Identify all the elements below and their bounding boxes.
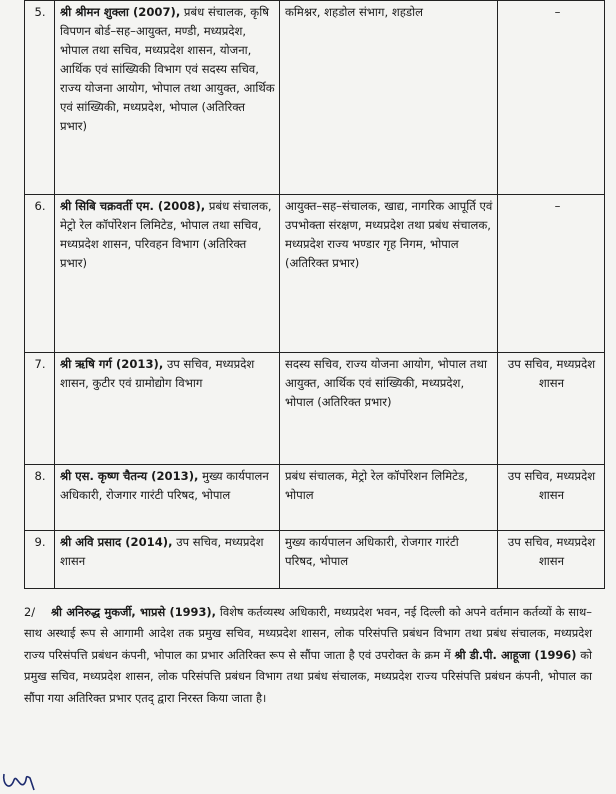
row-number: 9. xyxy=(25,531,55,589)
transfer-table xyxy=(24,0,605,589)
table-row xyxy=(25,531,605,589)
table-row xyxy=(25,353,605,465)
new-post: आयुक्त–सह–संचालक, खाद्य, नागरिक आपूर्ति एवं उपभोक्ता संरक्षण, मध्यप्रदेश तथा प्रबंध संचालक, मध्यप्रदेश राज्य भण्डार गृह निगम, भोपाल (अतिरिक्त प्रभार) xyxy=(280,195,498,353)
officer-name: श्री सिबि चक्रवर्ती एम. (2008), xyxy=(60,199,206,213)
table-row xyxy=(25,465,605,531)
current-post: प्रबंध संचालक, कृषि विपणन बोर्ड–सह–आयुक्त, मण्डी, मध्यप्रदेश, भोपाल तथा सचिव, मध्यप्रदेश शासन, योजना, आर्थिक एवं सांख्यिकी विभाग एवं सदस्य सचिव, राज्य योजना आयोग, भोपाल तथा आयुक्त, आर्थिक एवं सांख्यिकी, मध्यप्रदेश, भोपाल (अतिरिक्त प्रभार) xyxy=(60,5,275,133)
row-number: 8. xyxy=(25,465,55,531)
officer-cell xyxy=(55,465,280,531)
new-post: मुख्य कार्यपालन अधिकारी, रोजगार गारंटी परिषद, भोपाल xyxy=(280,531,498,589)
additional-charge xyxy=(498,1,605,195)
officer-cell xyxy=(55,195,280,353)
row-number: 6. xyxy=(25,195,55,353)
additional-charge: उप सचिव, मध्यप्रदेश शासन xyxy=(498,531,605,589)
officer-name: श्री एस. कृष्ण चैतन्य (2013), xyxy=(60,469,199,483)
current-post: प्रबंध संचालक, मेट्रो रेल कॉर्पोरेशन लिमिटेड, भोपाल तथा सचिव, मध्यप्रदेश शासन, परिवहन विभाग (अतिरिक्त प्रभार) xyxy=(60,199,272,270)
table-row xyxy=(25,195,605,353)
additional-charge: उप सचिव, मध्यप्रदेश शासन xyxy=(498,353,605,465)
row-number: 7. xyxy=(25,353,55,465)
officer-cell xyxy=(55,353,280,465)
officer-name: श्री अनिरुद्ध मुकर्जी, भाप्रसे (1993), xyxy=(50,605,216,619)
additional-charge: उप सचिव, मध्यप्रदेश शासन xyxy=(498,465,605,531)
current-post: उप सचिव, मध्यप्रदेश शासन, कुटीर एवं ग्रामोद्योग विभाग xyxy=(60,357,255,390)
paragraph-number: 2/ xyxy=(24,605,36,619)
additional-charge xyxy=(498,195,605,353)
officer-cell xyxy=(55,531,280,589)
officer-name: श्री अवि प्रसाद (2014), xyxy=(60,535,173,549)
officer-name: श्री ऋषि गर्ग (2013), xyxy=(60,357,164,371)
row-number: 5. xyxy=(25,1,55,195)
table-row xyxy=(25,1,605,195)
new-post: सदस्य सचिव, राज्य योजना आयोग, भोपाल तथा आयुक्त, आर्थिक एवं सांख्यिकी, मध्यप्रदेश, भोपाल (अतिरिक्त प्रभार) xyxy=(280,353,498,465)
additional-charge-text: – xyxy=(554,5,561,19)
officer-name: श्री डी.पी. आहूजा (1996) xyxy=(454,647,577,662)
order-paragraph xyxy=(24,602,592,709)
new-post: प्रबंध संचालक, मेट्रो रेल कॉर्पोरेशन लिमिटेड, भोपाल xyxy=(280,465,498,531)
initials-signature xyxy=(0,770,40,794)
paragraph-text: विशेष कर्तव्यस्थ अधिकारी, मध्यप्रदेश भवन, नई दिल्ली को अपने वर्तमान कर्तव्यों के साथ–साथ अस्थाई रूप से आगामी आदेश तक प्रमुख सचिव, मध्यप्रदेश शासन, लोक परिसंपत्ति प्रबंधन विभाग तथा प्रबंध संचालक, मध्यप्रदेश राज्य परिसंपत्ति प्रबंधन कंपनी, भोपाल का प्रभार अतिरिक्त रूप से सौंपा जाता है एवं उपरोक्त के क्रम में xyxy=(24,605,593,662)
new-post: कमिश्नर, शहडोल संभाग, शहडोल xyxy=(280,1,498,195)
officer-cell xyxy=(55,1,280,195)
current-post: उप सचिव, मध्यप्रदेश शासन xyxy=(60,535,264,568)
officer-name: श्री श्रीमन शुक्ला (2007), xyxy=(60,5,181,19)
additional-charge-text: – xyxy=(554,199,561,213)
current-post: मुख्य कार्यपालन अधिकारी, रोजगार गारंटी परिषद, भोपाल xyxy=(60,469,269,502)
paragraph-text: को प्रमुख सचिव, मध्यप्रदेश शासन, लोक परिसंपत्ति प्रबंधन विभाग तथा प्रबंध संचालक, मध्यप्रदेश राज्य परिसंपत्ति प्रबंधन कंपनी, भोपाल का सौंपा गया अतिरिक्त प्रभार एतद् द्वारा निरस्त किया जाता है। xyxy=(24,647,592,705)
